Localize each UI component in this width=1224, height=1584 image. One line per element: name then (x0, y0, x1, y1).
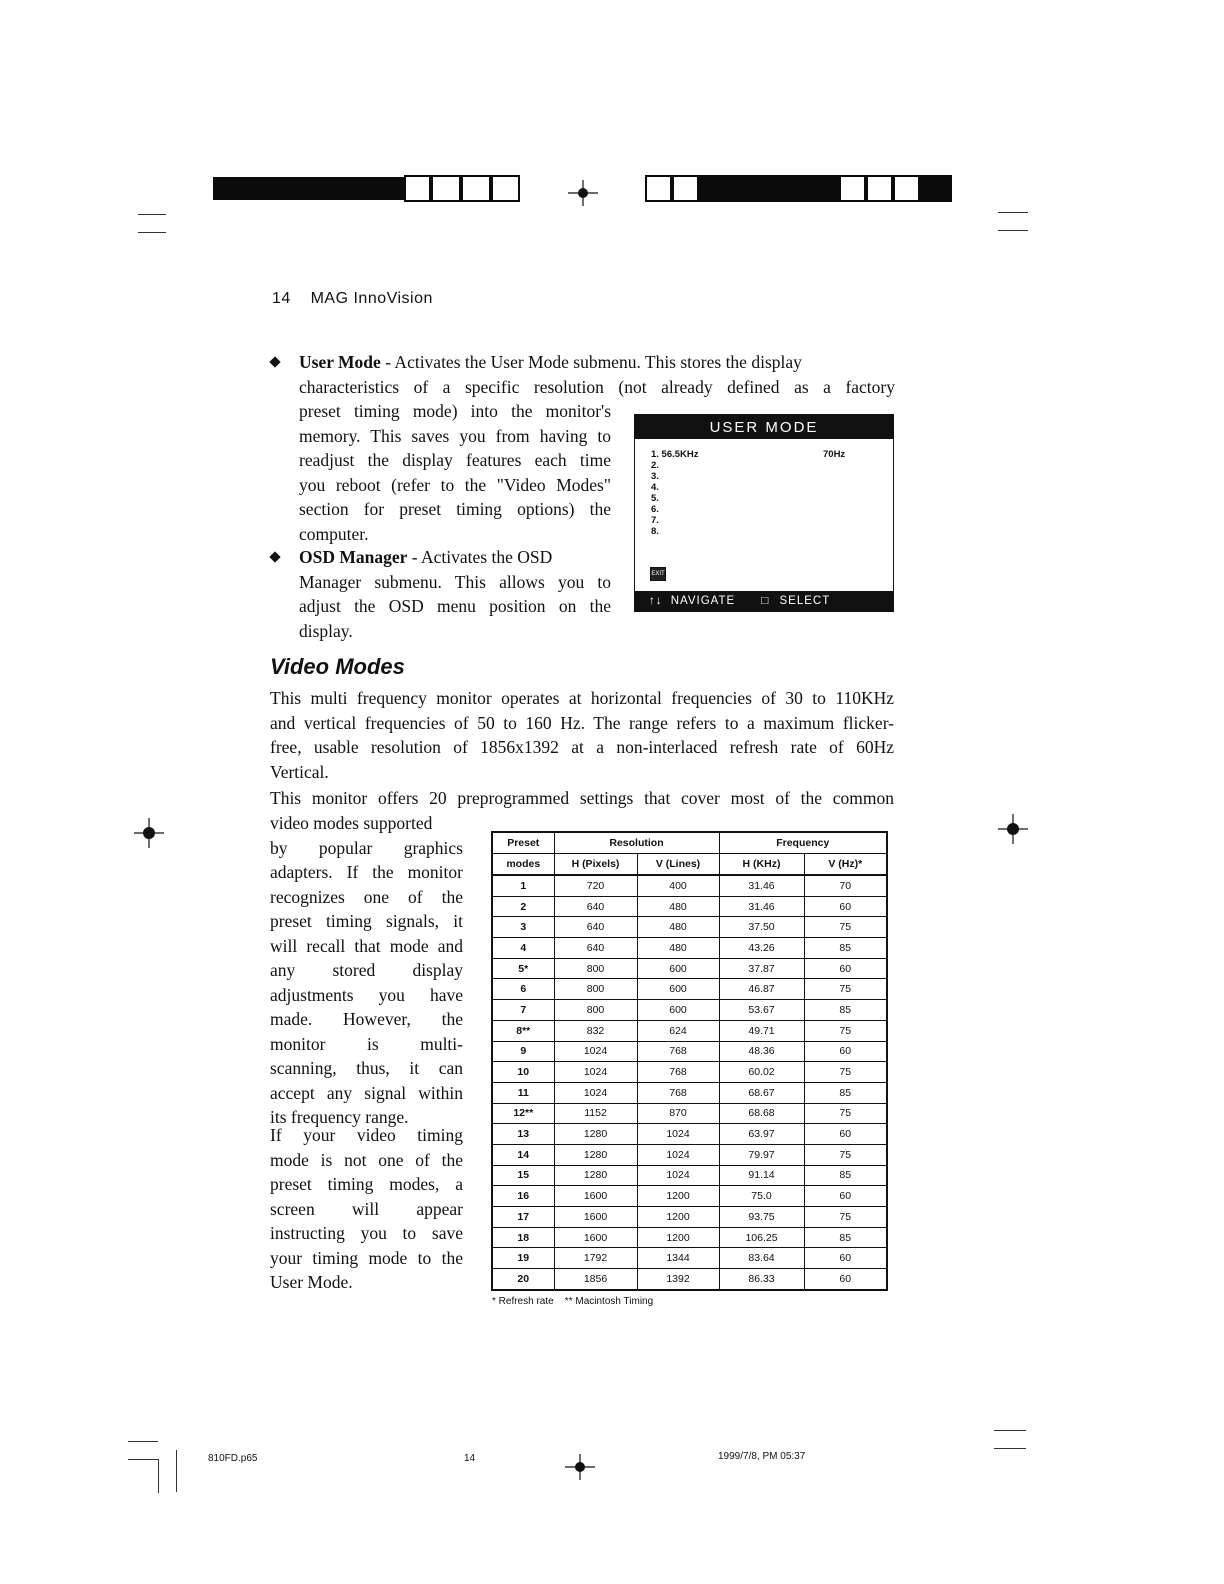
crop-mark (998, 212, 1028, 213)
crop-mark (138, 214, 166, 215)
v-hz-cell: 70 (804, 875, 887, 896)
bullet-line: display. (299, 620, 353, 641)
preset-mode-cell: 5* (492, 958, 554, 979)
h-khz-cell: 49.71 (719, 1020, 804, 1041)
settings-paragraph: video modes supported by popular graphics adapters. If the monitor recognizes one of the preset timing signals, it will recall that mode and any stored display adjustments you have made. However, the monitor is multi- scanning, thus, it can accept any signal within its frequency range. (270, 813, 463, 1127)
table-row (492, 1186, 887, 1207)
v-hz-cell: 75 (804, 917, 887, 938)
h-khz-cell: 31.46 (719, 896, 804, 917)
page-header (272, 290, 433, 308)
h-pixels-cell: 720 (554, 875, 637, 896)
v-hz-cell: 85 (804, 1000, 887, 1021)
h-pixels-cell: 1600 (554, 1186, 637, 1207)
h-khz-cell: 53.67 (719, 1000, 804, 1021)
registration-box (491, 175, 520, 202)
table-row (492, 1269, 887, 1290)
v-hz-cell: 60 (804, 1041, 887, 1062)
preset-mode-cell: 4 (492, 938, 554, 959)
h-khz-cell: 106.25 (719, 1227, 804, 1248)
h-khz-cell: 46.87 (719, 979, 804, 1000)
footer-page: 14 (464, 1453, 476, 1464)
header-v-lines: V (Lines) (637, 854, 719, 876)
osd-frequency: 70Hz (823, 449, 846, 460)
h-khz-cell: 68.68 (719, 1103, 804, 1124)
table-row (492, 896, 887, 917)
h-khz-cell: 60.02 (719, 1062, 804, 1083)
osd-item: 5. (651, 493, 659, 504)
table-subheader-row (492, 854, 887, 876)
v-hz-cell: 75 (804, 1144, 887, 1165)
h-pixels-cell: 800 (554, 1000, 637, 1021)
table-row (492, 917, 887, 938)
bullet-line: computer. (299, 523, 369, 544)
header-preset: Preset (492, 832, 554, 854)
v-lines-cell: 1392 (637, 1269, 719, 1290)
table-row (492, 938, 887, 959)
crop-mark (998, 230, 1028, 231)
osd-item: 1. 56.5KHz (651, 449, 699, 460)
bullet-line: Manager submenu. This allows you to (299, 571, 611, 592)
h-pixels-cell: 640 (554, 938, 637, 959)
footer-file: 810FD.p65 (208, 1453, 258, 1464)
table-row (492, 1248, 887, 1269)
table-row (492, 1082, 887, 1103)
brand-name: MAG InnoVision (310, 290, 433, 307)
v-lines-cell: 1344 (637, 1248, 719, 1269)
h-khz-cell: 68.67 (719, 1082, 804, 1103)
v-lines-cell: 600 (637, 1000, 719, 1021)
exit-icon: EXIT (650, 567, 666, 581)
h-pixels-cell: 832 (554, 1020, 637, 1041)
bullet-line: characteristics of a specific resolution (not already defined as a factory (299, 376, 895, 397)
osd-item: 3. (651, 471, 659, 482)
preset-mode-cell: 13 (492, 1124, 554, 1145)
osd-user-mode-menu (634, 414, 894, 612)
v-lines-cell: 768 (637, 1082, 719, 1103)
timing-paragraph: If your video timing mode is not one of the preset timing modes, a screen will appear instructing you to save your timing mode to the User Mode. (270, 1125, 463, 1292)
table-row (492, 979, 887, 1000)
v-hz-cell: 60 (804, 1269, 887, 1290)
registration-box (645, 175, 672, 202)
v-lines-cell: 1024 (637, 1144, 719, 1165)
h-pixels-cell: 640 (554, 896, 637, 917)
crop-mark (994, 1448, 1026, 1449)
table-row (492, 1000, 887, 1021)
registration-box (893, 175, 920, 202)
h-pixels-cell: 1024 (554, 1062, 637, 1083)
settings-paragraph-first-line: This monitor offers 20 preprogrammed settings that cover most of the common (270, 788, 894, 808)
v-hz-cell: 85 (804, 938, 887, 959)
header-v-hz: V (Hz)* (804, 854, 887, 876)
header-modes: modes (492, 854, 554, 876)
v-hz-cell: 75 (804, 1062, 887, 1083)
preset-mode-cell: 15 (492, 1165, 554, 1186)
table-body (492, 875, 887, 1290)
preset-mode-cell: 17 (492, 1207, 554, 1228)
page-number: 14 (272, 290, 291, 307)
diamond-bullet-icon (269, 551, 280, 562)
v-hz-cell: 75 (804, 1020, 887, 1041)
bullet-line: adjust the OSD menu position on the (299, 596, 611, 616)
header-resolution: Resolution (554, 832, 719, 854)
crop-mark (158, 1459, 159, 1493)
footer-timestamp: 1999/7/8, PM 05:37 (718, 1451, 806, 1462)
table-row (492, 1227, 887, 1248)
bullet-first-line: OSD Manager - Activates the OSD (299, 547, 553, 567)
v-lines-cell: 480 (637, 917, 719, 938)
preset-modes-table (491, 831, 888, 1291)
h-pixels-cell: 640 (554, 917, 637, 938)
crop-mark (138, 232, 166, 233)
preset-mode-cell: 3 (492, 917, 554, 938)
h-khz-cell: 37.50 (719, 917, 804, 938)
v-lines-cell: 768 (637, 1062, 719, 1083)
header-frequency: Frequency (719, 832, 887, 854)
preset-mode-cell: 7 (492, 1000, 554, 1021)
arrows-icon: ↑↓ (649, 595, 663, 607)
osd-navigate-label: NAVIGATE (670, 595, 736, 607)
h-khz-cell: 31.46 (719, 875, 804, 896)
h-khz-cell: 93.75 (719, 1207, 804, 1228)
v-lines-cell: 400 (637, 875, 719, 896)
preset-mode-cell: 14 (492, 1144, 554, 1165)
osd-item: 8. (651, 526, 659, 537)
table-row (492, 1124, 887, 1145)
osd-footer (635, 591, 893, 611)
preset-mode-cell: 9 (492, 1041, 554, 1062)
registration-box (461, 175, 491, 202)
osd-item: 2. (651, 460, 659, 471)
bullet-osd-manager (299, 545, 611, 643)
crosshair-icon (566, 178, 600, 208)
registration-box (404, 175, 431, 202)
table-header-row (492, 832, 887, 854)
h-khz-cell: 79.97 (719, 1144, 804, 1165)
header-h-pixels: H (Pixels) (554, 854, 637, 876)
v-lines-cell: 1024 (637, 1165, 719, 1186)
v-hz-cell: 60 (804, 958, 887, 979)
preset-mode-cell: 8** (492, 1020, 554, 1041)
diamond-bullet-icon (269, 356, 280, 367)
preset-mode-cell: 19 (492, 1248, 554, 1269)
term: OSD Manager (299, 547, 408, 567)
preset-mode-cell: 2 (492, 896, 554, 917)
bullet-line: preset timing mode) into the monitor's (299, 401, 611, 421)
preset-mode-cell: 16 (492, 1186, 554, 1207)
term: User Mode (299, 352, 381, 372)
registration-box (431, 175, 461, 202)
table-row (492, 1144, 887, 1165)
table-footnote: * Refresh rate ** Macintosh Timing (492, 1296, 654, 1307)
h-khz-cell: 63.97 (719, 1124, 804, 1145)
h-pixels-cell: 1280 (554, 1144, 637, 1165)
crosshair-icon (563, 1452, 597, 1482)
v-lines-cell: 1200 (637, 1186, 719, 1207)
table-row (492, 1041, 887, 1062)
crosshair-icon (132, 816, 166, 850)
h-pixels-cell: 800 (554, 958, 637, 979)
v-hz-cell: 60 (804, 896, 887, 917)
h-pixels-cell: 1024 (554, 1082, 637, 1103)
preset-mode-cell: 6 (492, 979, 554, 1000)
crop-mark (994, 1430, 1026, 1431)
registration-box (866, 175, 893, 202)
header-h-khz: H (KHz) (719, 854, 804, 876)
bullet-line: you reboot (refer to the "Video Modes" (299, 474, 611, 495)
h-pixels-cell: 1856 (554, 1269, 637, 1290)
h-pixels-cell: 1600 (554, 1227, 637, 1248)
h-pixels-cell: 1600 (554, 1207, 637, 1228)
intro-paragraph: This multi frequency monitor operates at horizontal frequencies of 30 to 110KHz and vertical frequencies of 50 to 160 Hz. The range refers to a maximum flicker- free, usable resolution of 1856x1392 at a non-interlaced refresh rate of 60Hz Vertical. (270, 688, 894, 782)
table-row (492, 1165, 887, 1186)
v-lines-cell: 480 (637, 896, 719, 917)
table-row (492, 958, 887, 979)
table-row (492, 1062, 887, 1083)
bullet-line: readjust the display features each time (299, 450, 611, 470)
crop-mark (128, 1459, 158, 1460)
registration-box (839, 175, 866, 202)
v-lines-cell: 870 (637, 1103, 719, 1124)
bullet-first-line: User Mode - Activates the User Mode submenu. This stores the display (299, 352, 802, 372)
h-khz-cell: 91.14 (719, 1165, 804, 1186)
h-khz-cell: 48.36 (719, 1041, 804, 1062)
h-pixels-cell: 1792 (554, 1248, 637, 1269)
preset-mode-cell: 11 (492, 1082, 554, 1103)
osd-item: 4. (651, 482, 659, 493)
h-pixels-cell: 1280 (554, 1165, 637, 1186)
h-khz-cell: 75.0 (719, 1186, 804, 1207)
v-lines-cell: 768 (637, 1041, 719, 1062)
preset-mode-cell: 10 (492, 1062, 554, 1083)
table-row (492, 1103, 887, 1124)
v-hz-cell: 75 (804, 979, 887, 1000)
osd-select-label: SELECT (779, 595, 831, 607)
v-hz-cell: 75 (804, 1207, 887, 1228)
crop-mark (128, 1441, 158, 1442)
h-pixels-cell: 1152 (554, 1103, 637, 1124)
v-lines-cell: 600 (637, 979, 719, 1000)
v-lines-cell: 1024 (637, 1124, 719, 1145)
h-pixels-cell: 1280 (554, 1124, 637, 1145)
registration-box (672, 175, 699, 202)
preset-mode-cell: 1 (492, 875, 554, 896)
registration-bar-right-end (920, 175, 952, 202)
osd-item: 7. (651, 515, 659, 526)
preset-mode-cell: 12** (492, 1103, 554, 1124)
section-title: Video Modes (270, 654, 405, 679)
table-row (492, 1207, 887, 1228)
h-pixels-cell: 1024 (554, 1041, 637, 1062)
crop-mark (176, 1450, 177, 1492)
osd-title: USER MODE (635, 415, 893, 439)
h-khz-cell: 37.87 (719, 958, 804, 979)
h-khz-cell: 86.33 (719, 1269, 804, 1290)
v-hz-cell: 60 (804, 1186, 887, 1207)
bullet-line: section for preset timing options) the (299, 499, 611, 519)
v-hz-cell: 60 (804, 1248, 887, 1269)
registration-bar-right (699, 175, 839, 202)
preset-mode-cell: 18 (492, 1227, 554, 1248)
v-hz-cell: 85 (804, 1165, 887, 1186)
v-lines-cell: 600 (637, 958, 719, 979)
v-hz-cell: 85 (804, 1227, 887, 1248)
preset-mode-cell: 20 (492, 1269, 554, 1290)
crosshair-icon (996, 812, 1030, 846)
bullet-line: memory. This saves you from having to (299, 425, 611, 446)
osd-item-list (651, 449, 699, 537)
h-khz-cell: 43.26 (719, 938, 804, 959)
osd-item: 6. (651, 504, 659, 515)
table-row (492, 875, 887, 896)
registration-bar-left (213, 177, 407, 200)
v-lines-cell: 1200 (637, 1227, 719, 1248)
h-pixels-cell: 800 (554, 979, 637, 1000)
v-hz-cell: 85 (804, 1082, 887, 1103)
h-khz-cell: 83.64 (719, 1248, 804, 1269)
v-lines-cell: 1200 (637, 1207, 719, 1228)
v-lines-cell: 624 (637, 1020, 719, 1041)
v-hz-cell: 60 (804, 1124, 887, 1145)
select-icon: □ (761, 595, 770, 607)
v-lines-cell: 480 (637, 938, 719, 959)
v-hz-cell: 75 (804, 1103, 887, 1124)
table-row (492, 1020, 887, 1041)
